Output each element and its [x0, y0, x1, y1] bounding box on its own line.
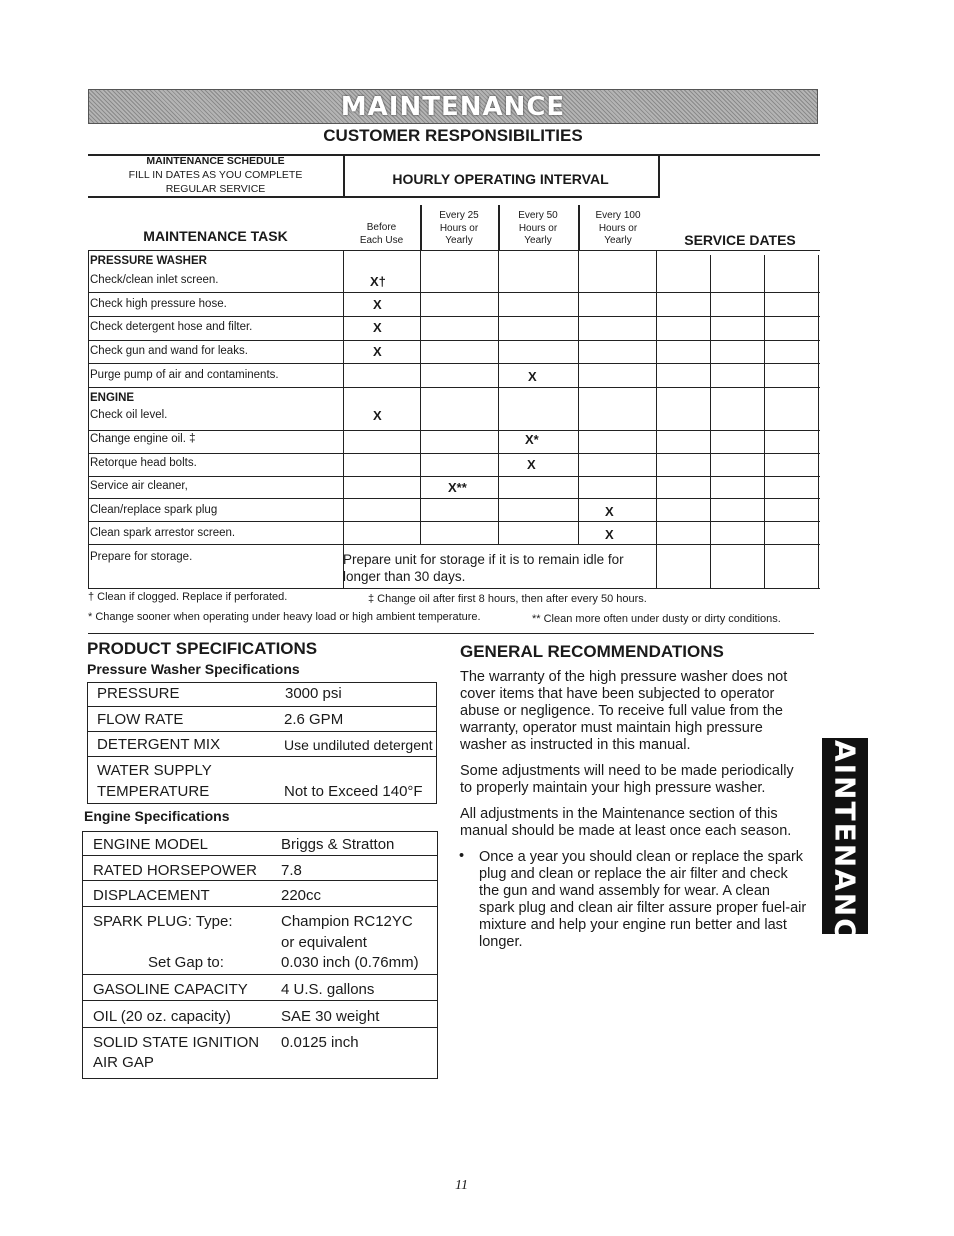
spec-label: AIR GAP	[93, 1054, 154, 1071]
maintenance-side-tab	[822, 710, 868, 962]
task-row: Purge pump of air and contaminents.	[90, 369, 279, 381]
rule	[658, 154, 660, 197]
interval-mark: X**	[448, 480, 467, 495]
rule	[87, 706, 437, 707]
interval-mark: X	[373, 344, 382, 359]
grid-line	[88, 250, 820, 251]
footnote-double-asterisk: ** Clean more often under dusty or dirty conditions.	[532, 613, 781, 625]
grid-line	[578, 250, 579, 544]
bullet-dot: •	[459, 848, 465, 864]
col-50-line2: Hours or	[518, 222, 558, 234]
spec-label: WATER SUPPLY	[97, 762, 212, 779]
spec-value: 0.0125 inch	[281, 1034, 359, 1051]
task-row: Clean/replace spark plug	[90, 504, 218, 516]
general-paragraph-2: Some adjustments will need to be made periodically to properly maintain your high pressure washer.	[460, 763, 794, 796]
spec-value: or equivalent	[281, 934, 367, 951]
rule	[87, 756, 437, 757]
spec-value: 4 U.S. gallons	[281, 981, 375, 998]
footnote-asterisk: * Change sooner when operating under heavy load or high ambient temperature.	[88, 611, 481, 623]
grid-line	[818, 255, 819, 588]
task-row: Check gun and wand for leaks.	[90, 345, 248, 357]
section-engine: ENGINE	[90, 392, 135, 404]
grid-line	[420, 250, 421, 544]
col-every-50	[498, 210, 578, 248]
customer-responsibilities-title: CUSTOMER RESPONSIBILITIES	[323, 126, 583, 145]
col-every-100	[578, 210, 658, 248]
schedule-header-line2: FILL IN DATES AS YOU COMPLETE	[128, 169, 303, 181]
rule	[82, 906, 438, 907]
schedule-header-line3: REGULAR SERVICE	[165, 183, 266, 195]
engine-specs-title: Engine Specifications	[84, 808, 230, 824]
spec-label: PRESSURE	[97, 685, 180, 702]
spec-label: OIL (20 oz. capacity)	[93, 1008, 231, 1025]
spec-label: ENGINE MODEL	[93, 836, 209, 853]
spec-value: 2.6 GPM	[284, 711, 344, 728]
col-25-line1: Every 25	[439, 210, 479, 221]
interval-mark: X	[605, 527, 614, 542]
col-25-line2: Hours or	[439, 222, 479, 234]
general-paragraph-1: The warranty of the high pressure washer does not cover items that have been subjected to operator abuse or negligence. To receive full value from the warranty, operator must maintain high pressure washer as instructed in this manual.	[460, 669, 788, 753]
general-paragraph-3: All adjustments in the Maintenance section of this manual should be made at least once each season.	[460, 806, 792, 839]
spec-value: 220cc	[281, 887, 322, 904]
interval-mark: X	[373, 297, 382, 312]
grid-line	[88, 588, 820, 589]
footnote-dagger: † Clean if clogged. Replace if perforated.	[88, 591, 288, 603]
interval-mark: X	[528, 369, 537, 384]
grid-line	[764, 255, 765, 588]
spec-label: SPARK PLUG: Type:	[93, 913, 233, 930]
spec-label: GASOLINE CAPACITY	[93, 981, 248, 998]
grid-line	[498, 250, 499, 544]
task-row: Check high pressure hose.	[90, 298, 227, 310]
grid-line	[343, 250, 344, 588]
page-number: 11	[455, 1178, 468, 1193]
spec-value: 3000 psi	[285, 685, 342, 702]
spec-label: DISPLACEMENT	[93, 887, 210, 904]
interval-mark: X	[373, 408, 382, 423]
spec-label: Set Gap to:	[148, 954, 224, 971]
section-pressure-washer: PRESSURE WASHER	[90, 255, 207, 267]
spec-label: FLOW RATE	[97, 711, 184, 728]
rule	[82, 974, 438, 975]
col-50-line3: Yearly	[524, 235, 552, 246]
task-row: Retorque head bolts.	[90, 457, 197, 469]
col-50-line1: Every 50	[518, 210, 558, 221]
rule	[82, 1000, 438, 1001]
spec-value: Briggs & Stratton	[281, 836, 395, 853]
spec-label: DETERGENT MIX	[97, 736, 221, 753]
rule	[82, 880, 438, 881]
grid-line	[710, 255, 711, 588]
col-100-line3: Yearly	[604, 235, 632, 246]
col-before-line1: Before	[366, 222, 397, 233]
rule	[88, 196, 660, 198]
spec-value: SAE 30 weight	[281, 1008, 380, 1025]
interval-title: HOURLY OPERATING INTERVAL	[392, 171, 609, 187]
rule	[498, 205, 500, 250]
rule	[87, 731, 437, 732]
general-bullet: Once a year you should clean or replace the spark plug and clean or replace the air filter and check the gun and wand assembly for wear. A clean spark plug and clean air filter assure proper fuel-air mixture and help your engine run better and last longer.	[479, 849, 807, 950]
task-row: Check detergent hose and filter.	[90, 321, 253, 333]
maintenance-banner	[88, 89, 818, 124]
pressure-washer-specs-title: Pressure Washer Specifications	[87, 661, 300, 677]
col-before-line2: Each Use	[359, 234, 404, 246]
maintenance-task-title: MAINTENANCE TASK	[143, 228, 288, 244]
task-row: Check oil level.	[90, 409, 168, 421]
spec-label: SOLID STATE IGNITION	[93, 1034, 260, 1051]
spec-value: Not to Exceed 140°F	[284, 783, 423, 800]
spec-value: Use undiluted detergent	[284, 737, 433, 753]
col-100-line1: Every 100	[595, 210, 641, 221]
col-100-line2: Hours or	[598, 222, 638, 234]
side-tab-label: MAINTENANCE	[828, 710, 862, 962]
product-specifications-title: PRODUCT SPECIFICATIONS	[87, 639, 318, 658]
col-every-25	[420, 210, 498, 248]
spec-value: Champion RC12YC	[281, 913, 413, 930]
rule	[420, 205, 422, 250]
general-recommendations-title: GENERAL RECOMMENDATIONS	[460, 642, 724, 661]
task-row: Check/clean inlet screen.	[90, 274, 219, 286]
col-25-line3: Yearly	[445, 235, 473, 246]
footnote-double-dagger: ‡ Change oil after first 8 hours, then after every 50 hours.	[368, 593, 647, 605]
storage-note: Prepare unit for storage if it is to remain idle for longer than 30 days.	[343, 552, 624, 584]
interval-mark: X	[605, 504, 614, 519]
task-row: Prepare for storage.	[90, 551, 193, 563]
spec-label: RATED HORSEPOWER	[93, 862, 257, 879]
task-row: Service air cleaner,	[90, 480, 188, 492]
task-row: Change engine oil. ‡	[90, 433, 196, 445]
rule	[578, 205, 580, 250]
col-before-each-use	[343, 222, 420, 247]
spec-label: TEMPERATURE	[97, 783, 210, 800]
rule	[82, 1027, 438, 1028]
grid-line	[656, 250, 657, 588]
spec-value: 7.8	[281, 862, 302, 879]
schedule-header-line1: MAINTENANCE SCHEDULE	[146, 155, 285, 167]
interval-mark: X†	[370, 274, 386, 289]
banner-title: MAINTENANCE	[340, 92, 566, 122]
interval-mark: X*	[525, 432, 539, 447]
interval-mark: X	[373, 320, 382, 335]
rule	[82, 855, 438, 856]
spec-value: 0.030 inch (0.76mm)	[281, 954, 419, 971]
service-dates-title: SERVICE DATES	[684, 232, 796, 248]
rule	[88, 633, 814, 634]
interval-mark: X	[527, 457, 536, 472]
task-row: Clean spark arrestor screen.	[90, 527, 236, 539]
